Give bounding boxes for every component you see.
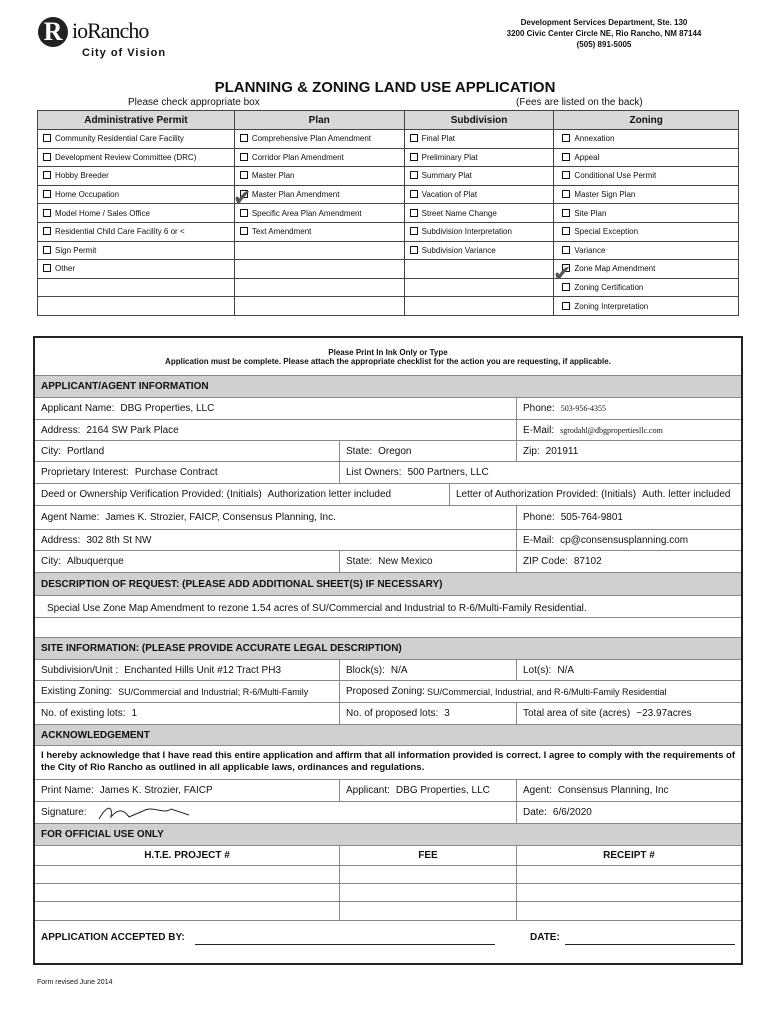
field-label: Address: [41, 534, 81, 546]
agent-address-field[interactable]: 302 8th St NW [86, 534, 152, 546]
checkbox[interactable] [43, 171, 51, 179]
checkbox[interactable] [410, 171, 418, 179]
grid-cell [38, 222, 235, 241]
field-label: Subdivision/Unit : [41, 664, 119, 676]
checkbox-label: Community Residential Care Facility [55, 134, 184, 144]
checkbox[interactable] [240, 153, 248, 161]
agent-city-field[interactable]: Albuquerque [67, 556, 124, 567]
checkbox[interactable] [43, 227, 51, 235]
existing-lots-field[interactable]: 1 [131, 708, 138, 719]
applicant-verification-row [35, 484, 741, 506]
site-zoning-row [35, 681, 741, 703]
dept-line: 3200 Civic Center Circle NE, Rio Rancho, NM 87144 [506, 29, 702, 38]
checkbox-label: Development Review Committee (DRC) [55, 152, 197, 162]
agent-name-row [35, 506, 741, 530]
grid-cell [404, 241, 554, 260]
checkbox[interactable] [410, 209, 418, 217]
checkbox[interactable] [562, 209, 570, 217]
checkbox-label: Preliminary Plat [421, 152, 478, 162]
grid-cell [38, 185, 235, 204]
checkbox[interactable] [562, 171, 570, 179]
logo-brand: ioRancho [72, 18, 149, 43]
list-owners-field[interactable]: 500 Partners, LLC [407, 467, 489, 478]
checkbox[interactable] [43, 246, 51, 254]
existing-zoning-field[interactable]: SU/Commercial and Industrial; R-6/Multi-Family [118, 686, 309, 697]
ack-date-field[interactable]: 6/6/2020 [552, 807, 592, 818]
instruction-line: Application must be complete. Please attach the appropriate checklist for the action you are requesting, if applicable. [165, 357, 611, 366]
grid-row [38, 222, 739, 241]
grid-row [38, 167, 739, 186]
checkbox[interactable] [410, 190, 418, 198]
grid-cell [554, 260, 739, 279]
field-label: Agent: [523, 785, 552, 796]
checkbox-label: Site Plan [574, 208, 607, 218]
agent-email-field[interactable]: cp@consensusplanning.com [560, 534, 689, 546]
application-type-grid [37, 110, 739, 316]
checkbox-label: Home Occupation [55, 190, 120, 200]
checkbox-label: Zone Map Amendment [574, 264, 656, 274]
form-revision: Form revised June 2014 [37, 979, 113, 986]
description-section-header: DESCRIPTION OF REQUEST: (PLEASE ADD ADDITIONAL SHEET(S) IF NECESSARY) [35, 573, 741, 596]
grid-cell [554, 241, 739, 260]
grid-cell [234, 204, 404, 223]
field-label: Signature: [41, 807, 87, 818]
official-entry-row[interactable] [35, 902, 741, 921]
agent-city-row [35, 551, 741, 573]
field-label: City: [41, 556, 61, 567]
official-use-header: FOR OFFICIAL USE ONLY [35, 824, 741, 846]
grid-cell [554, 167, 739, 186]
accepted-by-label: APPLICATION ACCEPTED BY: [41, 932, 185, 943]
dept-line: (505) 891-5005 [576, 40, 632, 49]
column-header: Administrative Permit [38, 111, 235, 130]
field-label: E-Mail: [523, 424, 555, 436]
field-label: Zip: [523, 445, 540, 457]
print-name-row [35, 780, 741, 802]
field-label: No. of proposed lots: [346, 708, 439, 719]
checkbox-label: Specific Area Plan Amendment [251, 208, 362, 218]
accepted-date-field[interactable] [565, 944, 735, 945]
checkbox[interactable] [43, 264, 51, 272]
grid-cell [404, 278, 554, 297]
lots-field[interactable]: N/A [557, 664, 575, 676]
checkbox[interactable] [410, 134, 418, 142]
checkbox-label: Street Name Change [421, 208, 497, 218]
field-label: Total area of site (acres) [523, 708, 631, 719]
checkbox[interactable] [410, 227, 418, 235]
checkbox[interactable] [410, 153, 418, 161]
checkbox-label: Hobby Breeder [55, 171, 109, 181]
checkbox[interactable] [43, 134, 51, 142]
application-form [33, 336, 743, 965]
field-label: Address: [41, 424, 81, 436]
applicant-city-field[interactable]: Portland [67, 445, 105, 457]
grid-cell [554, 185, 739, 204]
applicant-section-header: APPLICANT/AGENT INFORMATION [35, 376, 741, 398]
checkbox-label: Master Plan [251, 171, 295, 181]
grid-cell [404, 222, 554, 241]
checkmark-icon: ✔ [233, 185, 252, 210]
site-subdivision-row [35, 660, 741, 681]
checkbox[interactable] [240, 171, 248, 179]
grid-cell [38, 167, 235, 186]
field-label: State: [346, 445, 373, 457]
proprietary-interest-field[interactable]: Purchase Contract [134, 467, 218, 478]
grid-cell [234, 185, 404, 204]
applicant-state-field[interactable]: Oregon [378, 445, 412, 457]
field-label: Deed or Ownership Verification Provided: (Initials) [41, 489, 262, 500]
deed-verification-field[interactable]: Authorization letter included [267, 489, 392, 500]
checkbox[interactable] [562, 153, 570, 161]
checkbox-label: Master Sign Plan [574, 190, 636, 200]
checkbox[interactable] [562, 246, 570, 254]
fee-header: FEE [340, 846, 517, 865]
checkbox[interactable] [562, 302, 570, 310]
signature-row [35, 802, 741, 824]
field-label: State: [346, 556, 373, 567]
grid-cell [554, 278, 739, 297]
accepted-date-label: DATE: [530, 932, 560, 943]
applicant-email-field[interactable]: sgrodahl@dbgpropertiesllc.com [560, 425, 663, 435]
grid-cell [404, 260, 554, 279]
field-label: List Owners: [346, 467, 402, 478]
checkbox[interactable] [240, 134, 248, 142]
checkbox-label: Variance [574, 245, 606, 255]
field-label: E-Mail: [523, 534, 555, 546]
grid-row [38, 241, 739, 260]
grid-cell [234, 148, 404, 167]
checkbox-label: Subdivision Variance [421, 245, 496, 255]
hte-project-header: H.T.E. PROJECT # [35, 846, 340, 865]
checkmark-icon: ✔ [553, 261, 572, 286]
grid-cell [38, 278, 235, 297]
logo-badge: R [38, 17, 68, 47]
column-header: Subdivision [404, 111, 554, 130]
applicant-address-field[interactable]: 2164 SW Park Place [86, 424, 179, 436]
checkbox[interactable] [410, 246, 418, 254]
checkbox-label: Conditional Use Permit [574, 171, 657, 181]
official-entry-row[interactable] [35, 866, 741, 884]
applicant-name-field[interactable]: DBG Properties, LLC [120, 403, 215, 414]
field-label: Existing Zoning: [41, 686, 113, 697]
blocks-field[interactable]: N/A [390, 664, 408, 676]
grid-cell [404, 185, 554, 204]
applicant-phone-field[interactable]: 503-956-4355 [560, 404, 607, 413]
checkbox-label: Vacation of Plat [421, 190, 478, 200]
column-header: Zoning [554, 111, 739, 130]
grid-cell [404, 297, 554, 316]
agent-zip-field[interactable]: 87102 [573, 556, 602, 567]
checkbox-label: Corridor Plan Amendment [251, 152, 344, 162]
grid-cell [38, 204, 235, 223]
site-section-header: SITE INFORMATION: (PLEASE PROVIDE ACCURATE LEGAL DESCRIPTION) [35, 638, 741, 660]
agent-phone-field[interactable]: 505-764-9801 [560, 512, 623, 523]
grid-cell [554, 297, 739, 316]
checkbox-label: Summary Plat [421, 171, 472, 181]
grid-cell [234, 167, 404, 186]
checkbox[interactable] [562, 134, 570, 142]
acknowledgement-section-header: ACKNOWLEDGEMENT [35, 725, 741, 746]
letter-authorization-field[interactable]: Auth. letter included [642, 489, 731, 500]
form-title: PLANNING & ZONING LAND USE APPLICATION [214, 79, 556, 96]
checkbox-label: Model Home / Sales Office [55, 208, 151, 218]
receipt-header: RECEIPT # [603, 850, 655, 861]
checkbox-label: Residential Child Care Facility 6 or < [55, 227, 185, 237]
grid-cell [38, 148, 235, 167]
acknowledgement-text: I hereby acknowledge that I have read this entire application and affirm that all information provided is correct. I agree to comply with the requirements of the City of Rio Rancho as outlined in all applicable laws, ordinances and regulations. [35, 746, 741, 780]
proposed-zoning-field[interactable]: SU/Commercial, Industrial, and R-6/Multi-Family Residential [426, 686, 667, 697]
instructions [35, 338, 741, 376]
grid-cell [234, 260, 404, 279]
checkbox-label: Text Amendment [251, 227, 312, 237]
description-blank-line[interactable] [35, 618, 741, 638]
agent-name-field[interactable]: James K. Strozier, FAICP, Consensus Planning, Inc. [105, 512, 336, 523]
grid-cell [38, 241, 235, 260]
grid-row [38, 185, 739, 204]
grid-cell [554, 204, 739, 223]
checkbox-label: Master Plan Amendment [251, 190, 340, 200]
field-label: Proposed Zoning: [346, 686, 425, 697]
grid-cell [554, 130, 739, 149]
grid-row [38, 130, 739, 149]
applicant-zip-field[interactable]: 201911 [545, 445, 579, 457]
field-label: Phone: [523, 403, 555, 414]
ack-agent-field[interactable]: Consensus Planning, Inc [557, 785, 669, 796]
grid-row [38, 148, 739, 167]
field-label: Letter of Authorization Provided: (Initials) [456, 489, 637, 500]
field-label: Applicant Name: [41, 403, 115, 414]
checkbox[interactable] [240, 227, 248, 235]
field-label: Proprietary Interest: [41, 467, 129, 478]
field-label: Print Name: [41, 785, 94, 796]
site-area-field[interactable]: ~23.97acres [636, 708, 692, 719]
checkbox-label: Other [55, 264, 76, 274]
check-note: Please check appropriate box [128, 97, 260, 108]
city-logo [38, 14, 188, 64]
agent-address-row [35, 530, 741, 551]
field-label: Block(s): [346, 664, 385, 676]
checkbox-label: Comprehensive Plan Amendment [251, 134, 371, 144]
description-field[interactable]: Special Use Zone Map Amendment to rezone 1.54 acres of SU/Commercial and Industrial to R-6/Multi-Family Residential. [35, 596, 741, 618]
site-lots-row [35, 703, 741, 725]
field-label: ZIP Code: [523, 556, 568, 567]
checkbox-label: Sign Permit [55, 245, 97, 255]
applicant-city-row [35, 441, 741, 462]
grid-cell [404, 204, 554, 223]
field-label: Agent Name: [41, 512, 100, 523]
grid-cell [404, 167, 554, 186]
column-header: Plan [234, 111, 404, 130]
ack-applicant-field[interactable]: DBG Properties, LLC [395, 785, 490, 796]
grid-cell [234, 278, 404, 297]
proposed-lots-field[interactable]: 3 [444, 708, 450, 719]
grid-cell [234, 222, 404, 241]
checkbox[interactable] [43, 190, 51, 198]
checkbox[interactable] [562, 227, 570, 235]
signature-field[interactable] [93, 801, 203, 825]
grid-cell [38, 297, 235, 316]
print-name-field[interactable]: James K. Strozier, FAICP [99, 785, 213, 796]
grid-cell [554, 222, 739, 241]
department-address [474, 17, 734, 50]
grid-cell [38, 260, 235, 279]
grid-row [38, 204, 739, 223]
field-label: No. of existing lots: [41, 708, 126, 719]
field-label: Phone: [523, 512, 555, 523]
grid-row [38, 278, 739, 297]
applicant-name-row [35, 398, 741, 420]
grid-cell [234, 297, 404, 316]
fees-note: (Fees are listed on the back) [516, 97, 643, 108]
checkbox-label: Subdivision Interpretation [421, 227, 512, 237]
logo-tagline: City of Vision [82, 47, 167, 59]
checkbox-label: Special Exception [574, 227, 639, 237]
field-label: Date: [523, 807, 547, 818]
subdivision-field[interactable]: Enchanted Hills Unit #12 Tract PH3 [124, 664, 282, 676]
field-label: Applicant: [346, 785, 390, 796]
agent-state-field[interactable]: New Mexico [378, 556, 433, 567]
grid-cell [234, 130, 404, 149]
applicant-interest-row [35, 462, 741, 484]
official-columns-row [35, 846, 741, 866]
checkbox-label: Zoning Certification [574, 283, 644, 293]
checkbox-label: Zoning Interpretation [574, 301, 649, 311]
checkbox[interactable] [43, 153, 51, 161]
grid-cell [404, 130, 554, 149]
grid-cell [234, 241, 404, 260]
checkbox-label: Final Plat [421, 134, 455, 144]
grid-cell [554, 148, 739, 167]
checkbox[interactable] [43, 209, 51, 217]
grid-cell [404, 148, 554, 167]
grid-row [38, 297, 739, 316]
applicant-address-row [35, 420, 741, 441]
accepted-by-field[interactable] [195, 944, 495, 945]
instruction-line: Please Print In Ink Only or Type [328, 348, 448, 357]
dept-line: Development Services Department, Ste. 130 [520, 18, 688, 27]
official-entry-row[interactable] [35, 884, 741, 902]
field-label: City: [41, 445, 61, 457]
grid-row [38, 260, 739, 279]
field-label: Lot(s): [523, 664, 552, 676]
checkbox[interactable] [562, 190, 570, 198]
grid-cell [38, 130, 235, 149]
checkbox-label: Appeal [574, 152, 600, 162]
checkbox-label: Annexation [574, 134, 615, 144]
